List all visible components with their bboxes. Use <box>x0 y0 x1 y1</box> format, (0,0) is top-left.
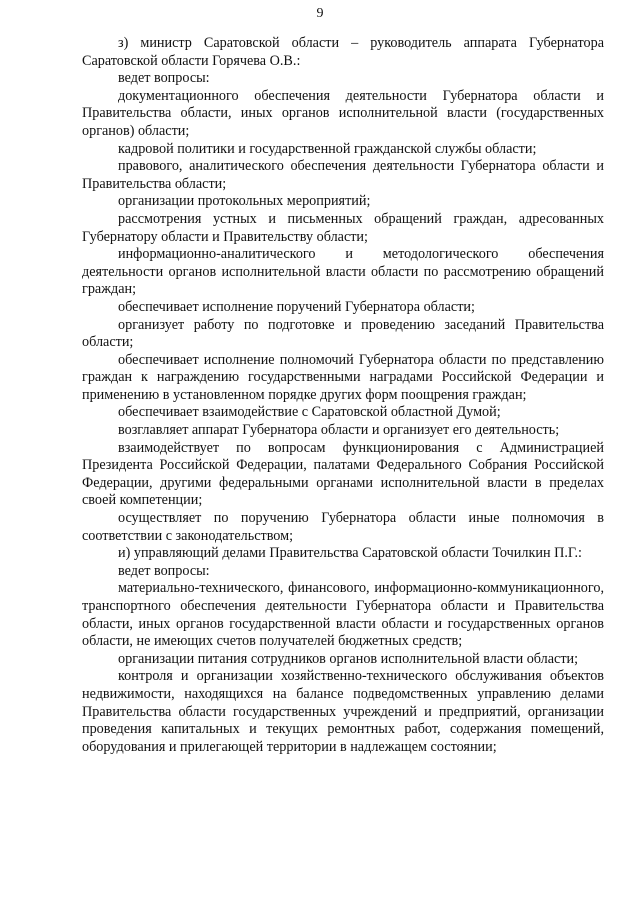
paragraph-manager-heading: и) управляющий делами Правительства Саратовской области Точилкин П.Г.: <box>118 545 582 562</box>
paragraph: организации питания сотрудников органов исполнительной власти области; <box>118 650 579 667</box>
paragraph: обеспечивает взаимодействие с Саратовской областной Думой; <box>118 404 501 421</box>
paragraph: материально-технического, финансового, информационно-коммуникационного, транспортного обеспечения деятельности Губернатора области и Правительства области, иных органов государственной власти области и государственных органов области, не имеющих счетов получателей бюджетных средств; <box>82 580 604 650</box>
document-body <box>82 35 604 756</box>
paragraph: организует работу по подготовке и проведению заседаний Правительства области; <box>82 316 604 351</box>
paragraph: рассмотрения устных и письменных обращений граждан, адресованных Губернатору области и Правительству области; <box>82 210 604 245</box>
paragraph: контроля и организации хозяйственно-технического обслуживания объектов недвижимости, находящихся на балансе подведомственных управлению делами Правительства области государственных учреждений и предприятий, организации проведения капитальных и текущих ремонтных работ, содержания помещений, оборудования и прилегающей территории в надлежащем состоянии; <box>82 668 604 755</box>
paragraph: обеспечивает исполнение поручений Губернатора области; <box>118 298 475 315</box>
page-number: 9 <box>316 6 324 21</box>
paragraph: осуществляет по поручению Губернатора области иные полномочия в соответствии с законодательством; <box>82 510 604 544</box>
paragraph: взаимодействует по вопросам функционирования с Администрацией Президента Российской Федерации, палатами Федерального Собрания Российской Федерации, другими федеральными органами исполнительной власти в пределах своей компетенции; <box>82 439 604 509</box>
paragraph: организации протокольных мероприятий; <box>118 193 371 210</box>
paragraph-leads-issues: ведет вопросы: <box>118 70 210 87</box>
paragraph-minister-heading: з) министр Саратовской области – руководитель аппарата Губернатора Саратовской области Горячева О.В.: <box>82 35 604 69</box>
paragraph: правового, аналитического обеспечения деятельности Губернатора области и Правительства области; <box>82 158 604 192</box>
paragraph: возглавляет аппарат Губернатора области и организует его деятельность; <box>118 422 560 439</box>
paragraph: обеспечивает исполнение полномочий Губернатора области по представлению граждан к награждению государственными наградами Российской Федерации и применению в установленном порядке других форм поощрения граждан; <box>82 351 604 403</box>
paragraph-leads-issues: ведет вопросы: <box>118 562 210 579</box>
paragraph: документационного обеспечения деятельности Губернатора области и Правительства области, иных органов исполнительной власти (государственных органов) области; <box>82 87 604 139</box>
paragraph: информационно-аналитического и методологического обеспечения деятельности органов исполнительной власти области по рассмотрению обращений граждан; <box>82 246 604 298</box>
paragraph: кадровой политики и государственной гражданской службы области; <box>118 140 537 157</box>
